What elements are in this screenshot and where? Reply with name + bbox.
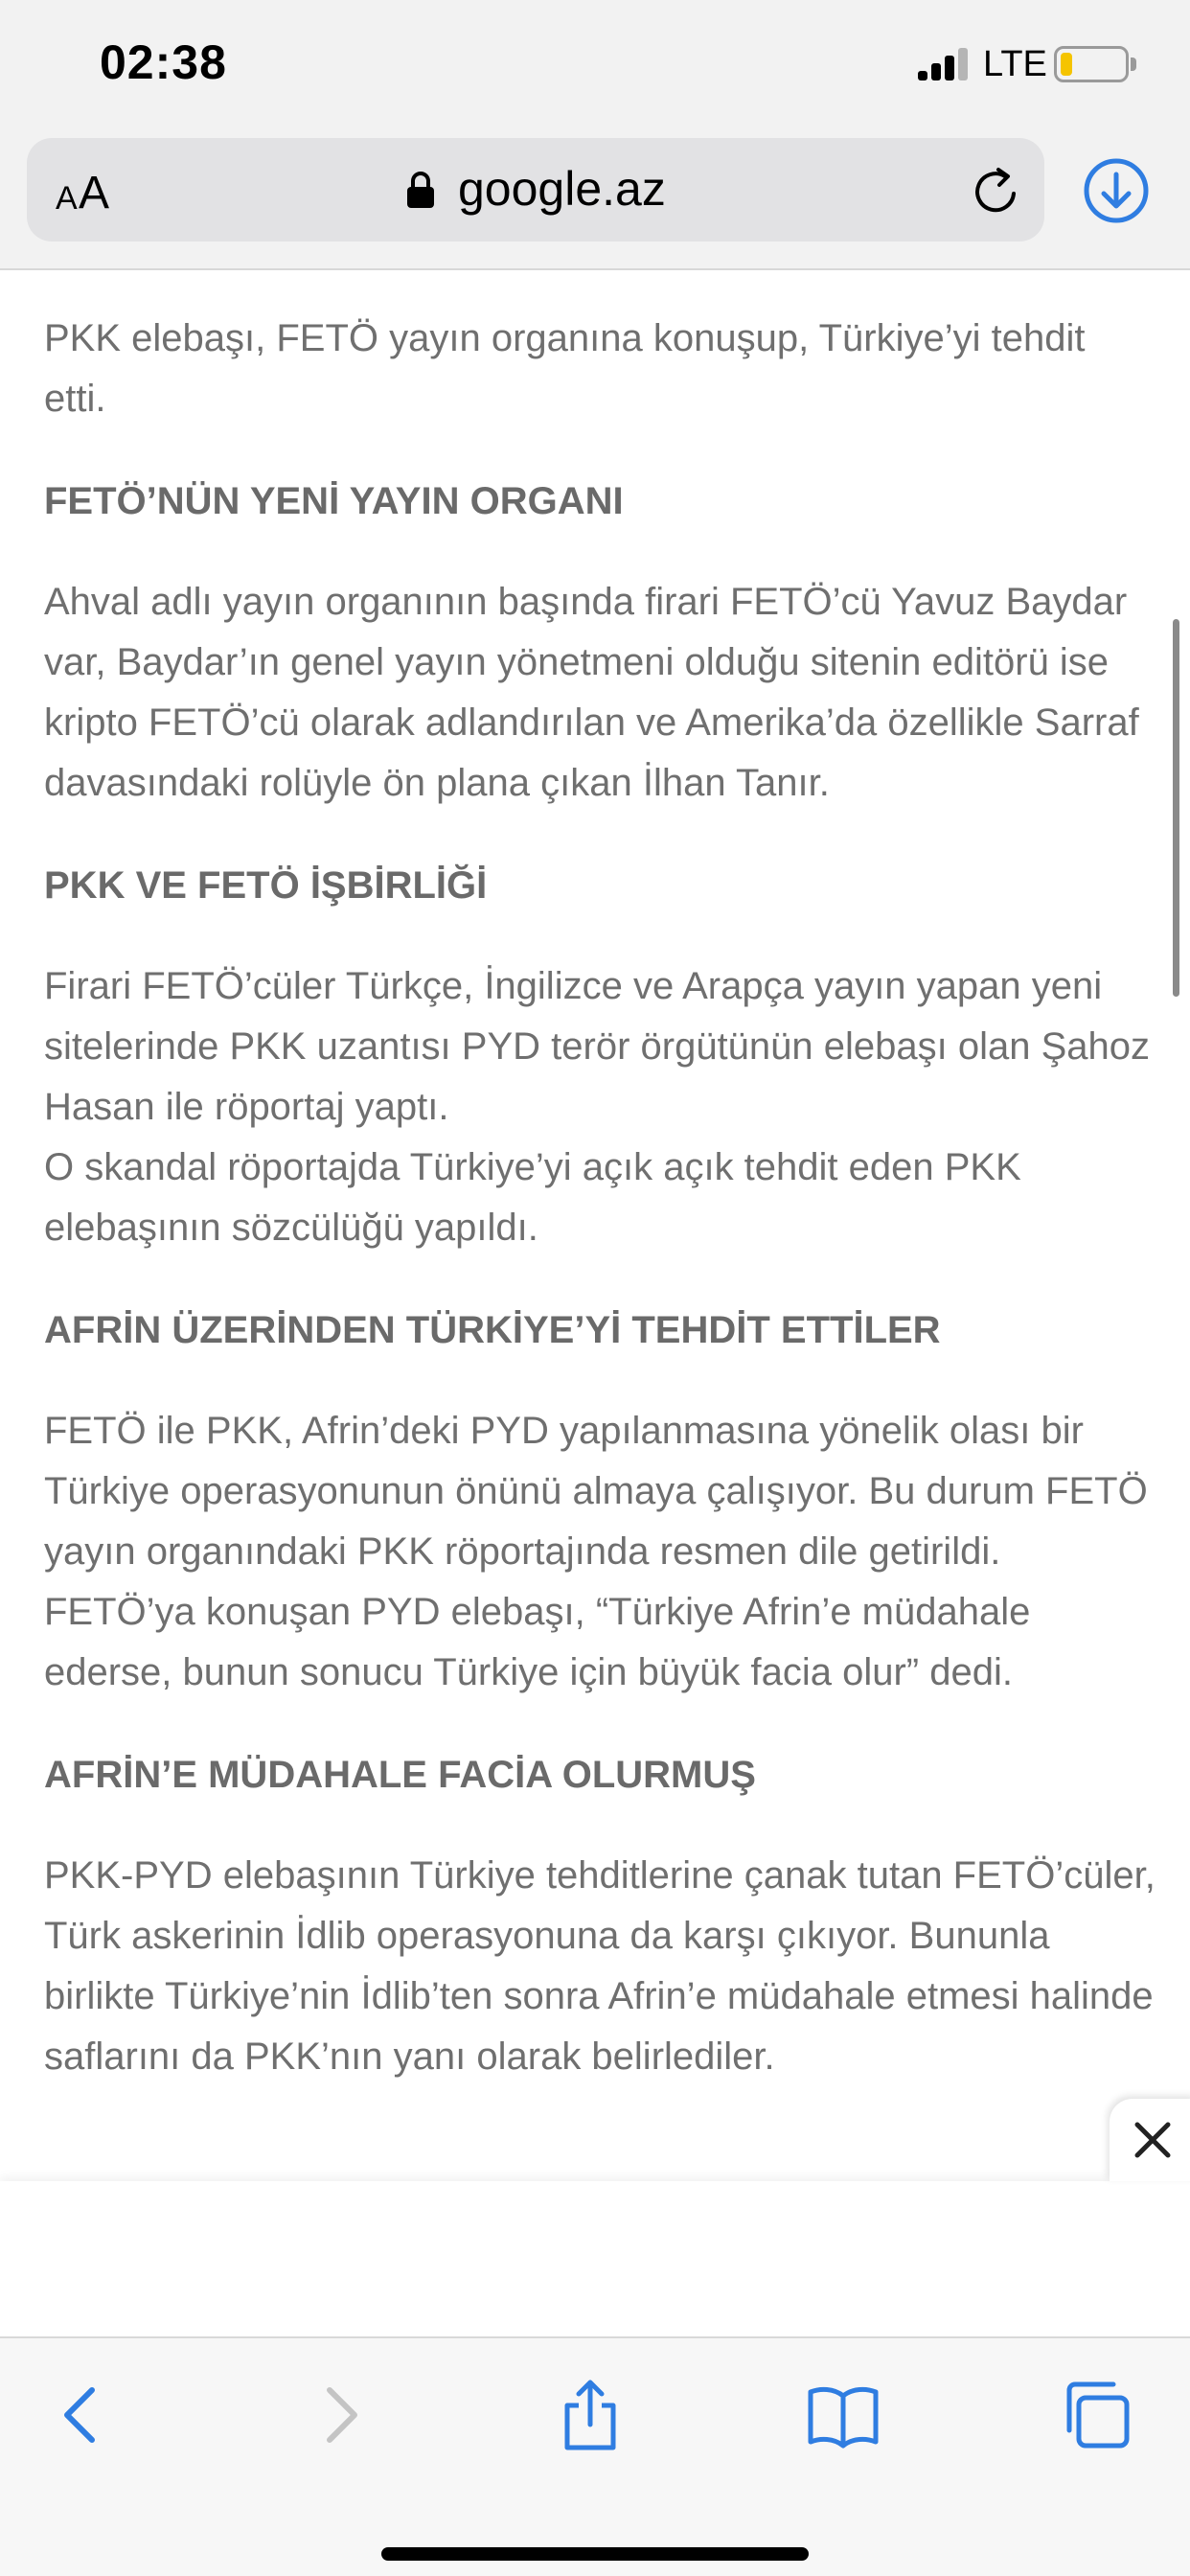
status-bar — [0, 0, 1190, 134]
browser-top-toolbar — [0, 134, 1190, 270]
text-size-button[interactable] — [56, 167, 123, 220]
article-paragraph — [44, 956, 1156, 1258]
scroll-indicator[interactable] — [1173, 619, 1179, 997]
article-paragraph: Ahval adlı yayın organının başında firari FETÖ’cü Yavuz Baydar var, Baydar’ın genel yayın yönetmeni olduğu sitenin editörü ise kripto FETÖ’cü olarak adlandırılan ve Amerika’da özellikle Sarraf davasındaki rolüyle ön plana çıkan İlhan Tanır. — [44, 581, 1139, 804]
back-icon[interactable] — [44, 2377, 121, 2453]
forward-icon[interactable] — [301, 2377, 378, 2453]
address-bar[interactable] — [27, 138, 1044, 242]
paragraph-line: FETÖ’ya konuşan PYD elebaşı, “Türkiye Afrin’e müdahale ederse, bunun sonucu Türkiye için büyük facia olur” dedi. — [44, 1591, 1031, 1693]
battery-cap — [1131, 58, 1136, 71]
browser-bottom-toolbar — [0, 2336, 1190, 2576]
article-heading: PKK VE FETÖ İŞBİRLİĞİ — [44, 864, 488, 907]
share-icon[interactable] — [552, 2377, 629, 2453]
article-heading: FETÖ’NÜN YENİ YAYIN ORGANI — [44, 480, 624, 522]
paragraph-line: FETÖ ile PKK, Afrin’deki PYD yapılanmasına yönelik olası bir Türkiye operasyonunun önünü almaya çalışıyor. Bu durum FETÖ yayın organındaki PKK röportajında resmen dile getirildi. — [44, 1410, 1148, 1573]
paragraph-line: O skandal röportajda Türkiye’yi açık açık tehdit eden PKK elebaşının sözcülüğü yapıldı. — [44, 1146, 1021, 1249]
article-heading: AFRİN ÜZERİNDEN TÜRKİYE’Yİ TEHDİT ETTİLER — [44, 1309, 941, 1351]
bookmarks-icon[interactable] — [805, 2377, 881, 2453]
article-paragraph — [44, 1401, 1156, 1703]
text-size-large-a: A — [79, 168, 110, 218]
paragraph-line: Firari FETÖ’cüler Türkçe, İngilizce ve Arapça yayın yapan yeni sitelerinde PKK uzantısı PYD terör örgütünün elebaşı olan Şahoz Hasan ile röportaj yaptı. — [44, 965, 1151, 1128]
tabs-icon[interactable] — [1058, 2377, 1134, 2453]
text-size-small-a: A — [56, 180, 78, 217]
article-heading: AFRİN’E MÜDAHALE FACİA OLURMUŞ — [44, 1754, 756, 1796]
url-text[interactable]: google.az — [458, 162, 666, 216]
lock-icon — [406, 171, 435, 209]
cellular-signal-icon — [918, 48, 968, 80]
download-icon[interactable] — [1083, 157, 1150, 224]
ad-close-button[interactable] — [1110, 2099, 1190, 2181]
ad-banner[interactable] — [0, 2181, 1190, 2336]
article-body — [44, 309, 1156, 2129]
home-indicator[interactable] — [381, 2547, 809, 2561]
article-paragraph: PKK elebaşı, FETÖ yayın organına konuşup, Türkiye’yi tehdit etti. — [44, 317, 1086, 420]
status-time: 02:38 — [100, 35, 227, 89]
reload-icon[interactable] — [970, 165, 1023, 218]
article-paragraph: PKK-PYD elebaşının Türkiye tehditlerine çanak tutan FETÖ’cüler, Türk askerinin İdlib operasyonuna da karşı çıkıyor. Bununla birlikte Türkiye’nin İdlib’ten sonra Afrin’e müdahale etmesi halinde saflarını da PKK’nın yanı olarak belirlediler. — [44, 1854, 1156, 2078]
close-icon — [1131, 2118, 1175, 2162]
battery-icon — [1054, 46, 1129, 82]
network-type: LTE — [983, 44, 1047, 84]
battery-level — [1061, 53, 1072, 76]
